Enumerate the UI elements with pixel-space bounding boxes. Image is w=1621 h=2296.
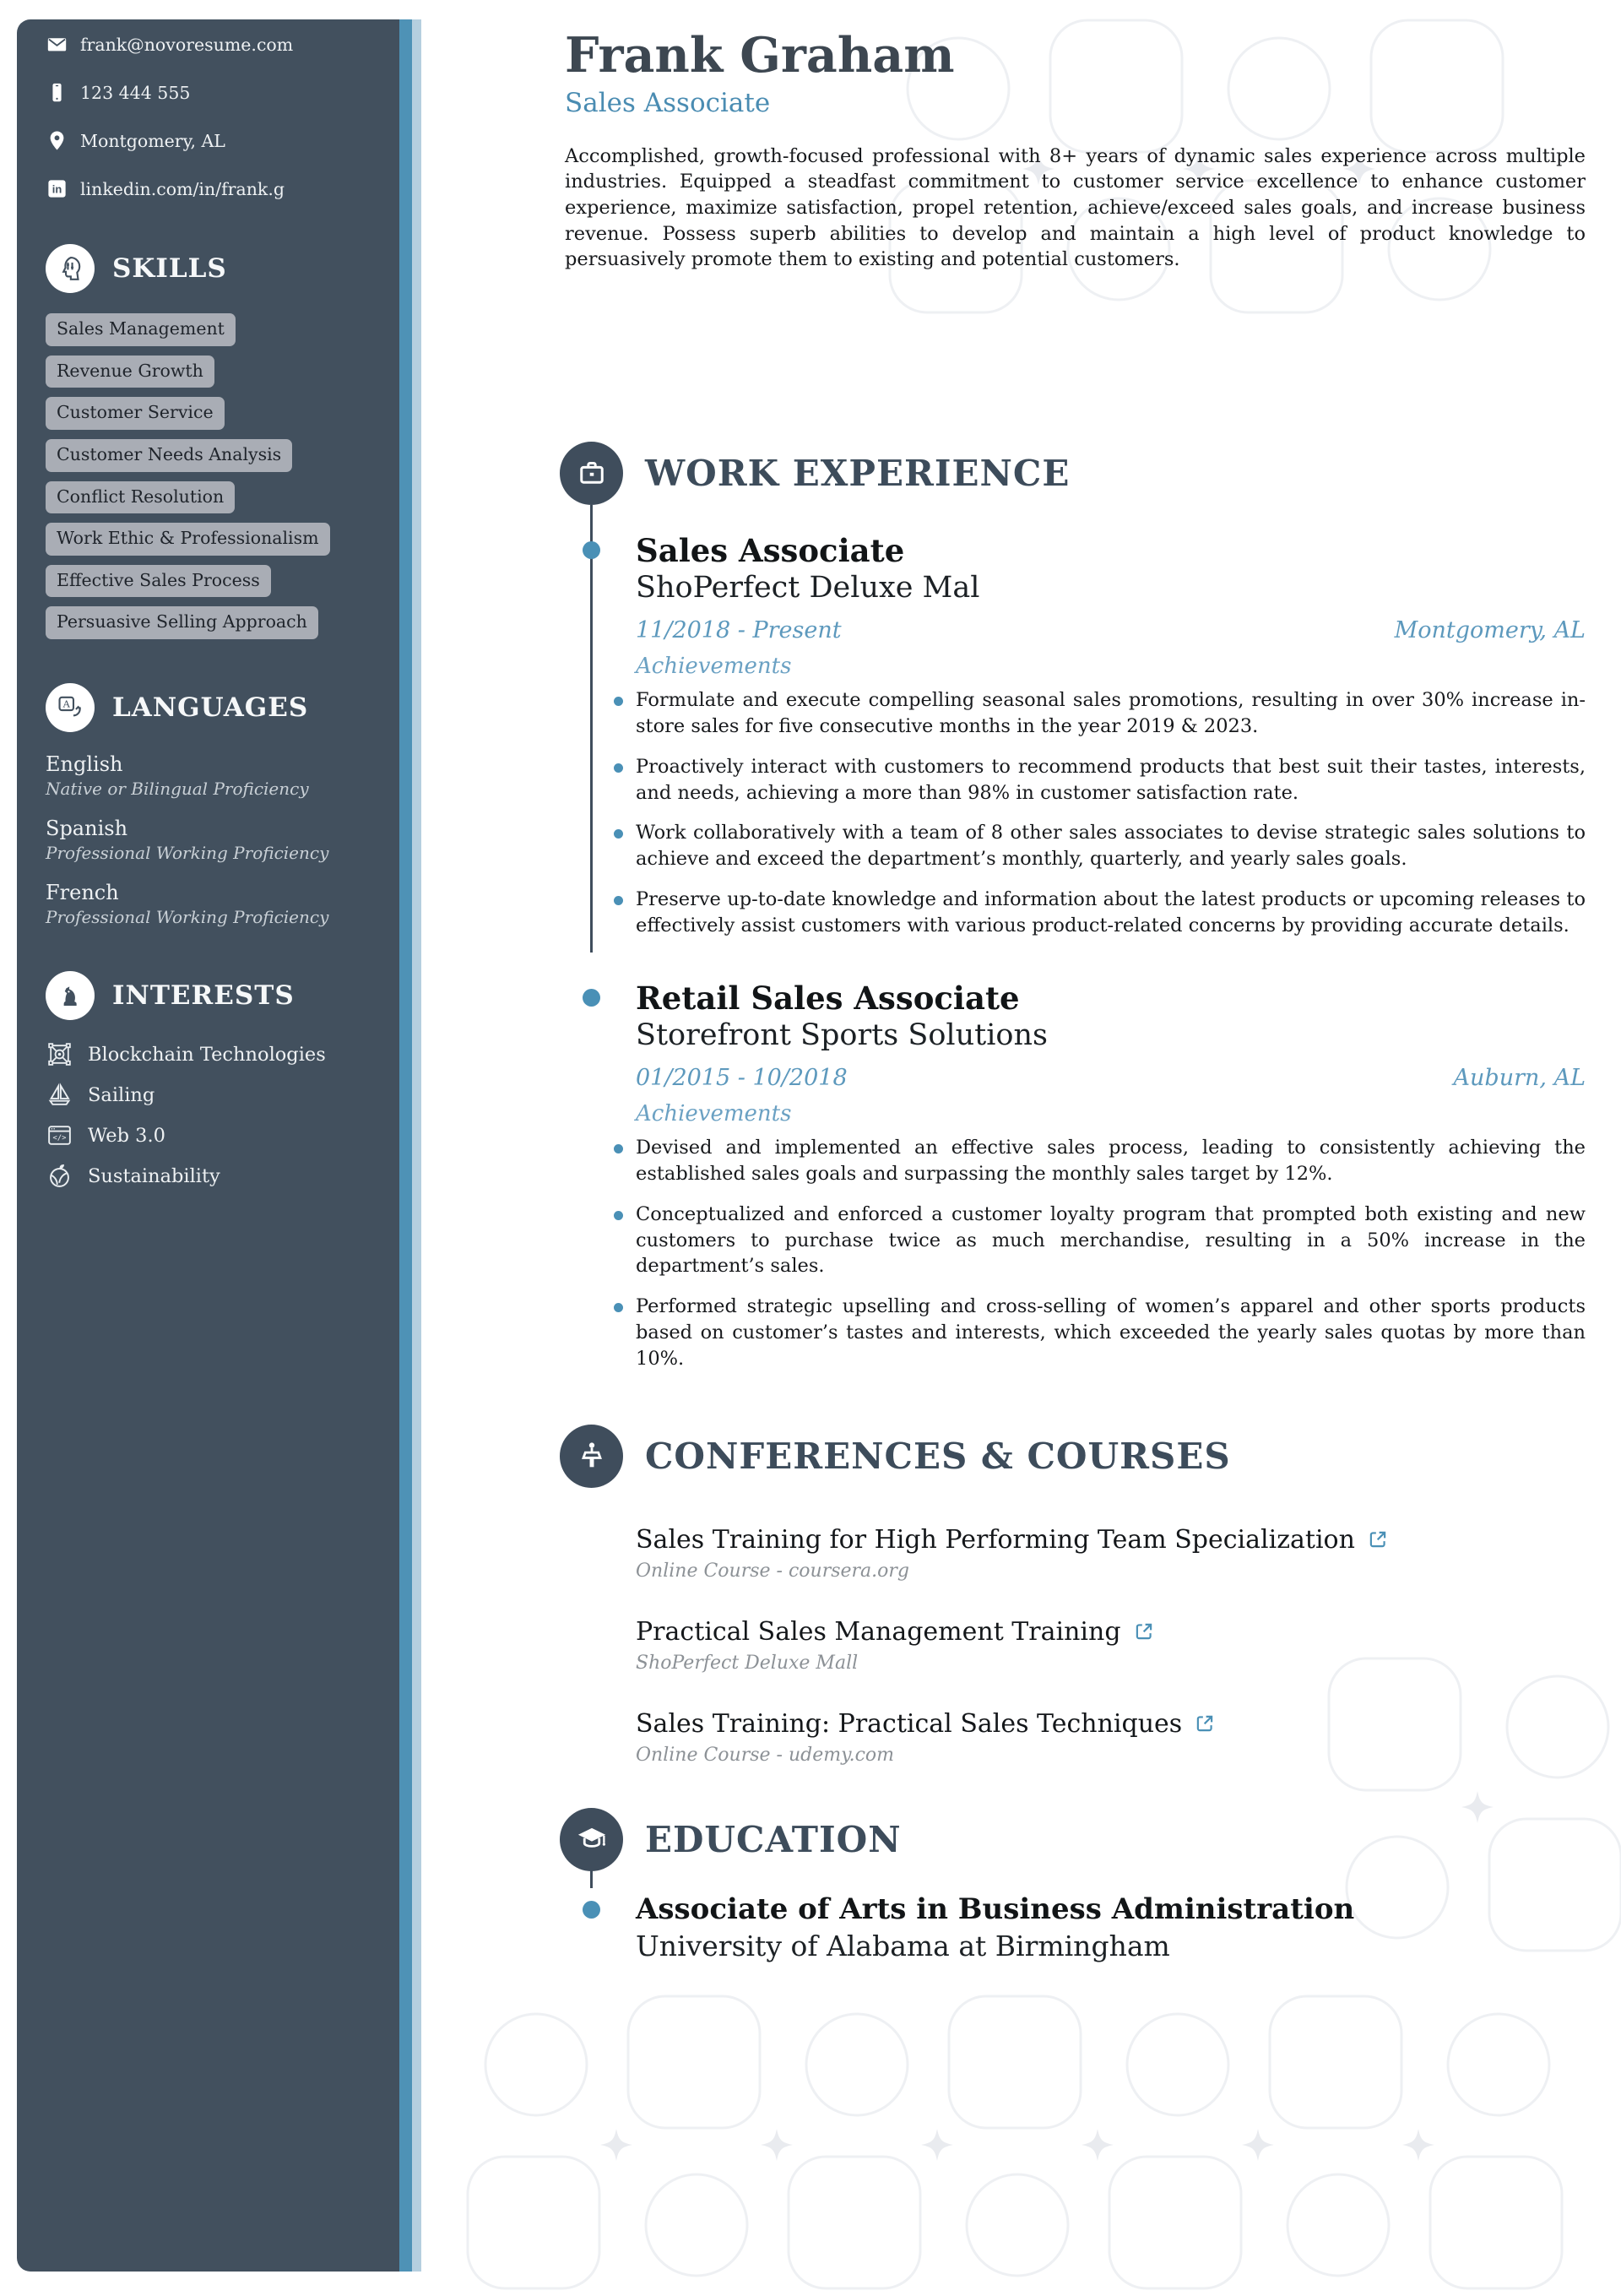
- achievements-label: Achievements: [636, 654, 792, 680]
- course-subtitle: Online Course - coursera.org: [636, 1560, 909, 1582]
- external-link-icon[interactable]: [1194, 1713, 1216, 1734]
- language-item: [46, 817, 377, 863]
- email-icon: [46, 33, 68, 56]
- interest-item: [46, 1081, 377, 1109]
- course-title: Sales Training: Practical Sales Techniques: [636, 1708, 1183, 1739]
- course-subtitle: Online Course - udemy.com: [636, 1744, 895, 1766]
- contact-linkedin-text: linkedin.com/in/frank.g: [80, 178, 285, 199]
- contact-location: [46, 129, 377, 152]
- achievement-bullet: Performed strategic upselling and cross-selling of women’s apparel and other sports products based on customer’s tastes and interests, which exceeded the yearly sales quotas by more than 10%.: [608, 1294, 1586, 1371]
- language-name: English: [46, 752, 123, 776]
- job-company: ShoPerfect Deluxe Mal: [636, 571, 980, 605]
- school-name: University of Alabama at Birmingham: [636, 1929, 1170, 1962]
- course-item: [636, 1525, 1586, 1582]
- languages-list: [46, 752, 377, 927]
- skill-pill: Customer Service: [46, 397, 225, 430]
- courses-title: CONFERENCES & COURSES: [645, 1435, 1231, 1477]
- job-entry: [560, 531, 1586, 939]
- contact-email[interactable]: [46, 33, 377, 56]
- interest-item: [46, 1121, 377, 1149]
- achievement-bullet: Devised and implemented an effective sales process, leading to consistently achieving the established sales goals and surpassing the monthly sales target by 12%.: [608, 1135, 1586, 1187]
- contact-email-text: frank@novoresume.com: [80, 34, 294, 55]
- phone-icon: [46, 81, 68, 104]
- skills-title: SKILLS: [112, 253, 227, 284]
- education-entry: [560, 1893, 1586, 1963]
- language-item: [46, 881, 377, 927]
- interest-label: Blockchain Technologies: [88, 1043, 326, 1066]
- blockchain-icon: [46, 1040, 73, 1068]
- courses-header: [560, 1425, 1586, 1488]
- interests-header: [46, 971, 377, 1020]
- skill-pill: Conflict Resolution: [46, 481, 235, 514]
- contact-phone[interactable]: [46, 81, 377, 104]
- languages-header: [46, 683, 377, 732]
- interest-label: Sustainability: [88, 1164, 220, 1187]
- contact-location-text: Montgomery, AL: [80, 130, 225, 151]
- achievement-bullet: Formulate and execute compelling seasonal sales promotions, resulting in over 30% increase in-store sales for five consecutive months in the year 2019 & 2023.: [608, 687, 1586, 740]
- graduation-cap-icon: [560, 1808, 623, 1871]
- course-item: [636, 1617, 1586, 1674]
- language-name: French: [46, 881, 119, 904]
- interest-item: [46, 1162, 377, 1190]
- achievement-bullet: Work collaboratively with a team of 8 other sales associates to devise strategic sales solutions to achieve and exceed the department’s monthly, quarterly, and yearly sales goals.: [608, 820, 1586, 872]
- sidebar-accent-stripe: [399, 19, 412, 2272]
- achievement-bullet: Conceptualized and enforced a customer loyalty program that prompted both existing and new customers to purchase twice as much merchandise, resulting in a 50% increase in the department’s sales.: [608, 1202, 1586, 1279]
- interest-label: Sailing: [88, 1083, 155, 1106]
- education-title: EDUCATION: [645, 1818, 902, 1860]
- languages-icon: [46, 683, 95, 732]
- job-title: Sales Associate: [636, 531, 905, 569]
- skill-pill: Effective Sales Process: [46, 565, 271, 598]
- location-icon: [46, 129, 68, 152]
- person-title: Sales Associate: [565, 87, 771, 118]
- intro-block: [560, 29, 1586, 273]
- sailboat-icon: [46, 1081, 73, 1109]
- sustainability-icon: [46, 1162, 73, 1190]
- summary-paragraph: Accomplished, growth-focused professional with 8+ years of dynamic sales experience across multiple industries. Equipped a steadfast commitment to customer service excellence to enhance customer experience, maximize satisfaction, propel retention, achieve/exceed sales goals, and increase business revenue. Possess superb abilities to develop and maintain a high level of product knowledge to persuasively promote them to existing and potential customers.: [565, 144, 1586, 271]
- work-experience-header: [560, 442, 1586, 505]
- work-experience-title: WORK EXPERIENCE: [645, 452, 1071, 494]
- skill-pill: Revenue Growth: [46, 356, 214, 388]
- job-location: Montgomery, AL: [1394, 617, 1586, 644]
- course-title: Sales Training for High Performing Team Specialization: [636, 1524, 1355, 1555]
- podium-icon: [560, 1425, 623, 1488]
- svg-text:A: A: [62, 697, 70, 710]
- jobs-list: [560, 531, 1586, 1372]
- external-link-icon[interactable]: [1367, 1528, 1389, 1550]
- achievement-bullet: Proactively interact with customers to recommend products that best suit their tastes, interests, and needs, achieving a more than 98% in customer satisfaction rate.: [608, 754, 1586, 806]
- sidebar: [17, 19, 399, 2272]
- job-dates: 01/2015 - 10/2018: [636, 1065, 848, 1092]
- interests-title: INTERESTS: [112, 980, 295, 1011]
- skills-list: [46, 313, 377, 639]
- skills-icon: [46, 244, 95, 293]
- language-name: Spanish: [46, 817, 128, 840]
- education-header: [560, 1808, 1586, 1871]
- svg-text:</>: </>: [52, 1133, 67, 1143]
- web3-icon: [46, 1121, 73, 1149]
- achievements-label: Achievements: [636, 1101, 792, 1127]
- degree-name: Associate of Arts in Business Administration: [636, 1892, 1355, 1926]
- language-level: Professional Working Proficiency: [46, 843, 329, 863]
- skill-pill: Sales Management: [46, 313, 236, 346]
- language-level: Professional Working Proficiency: [46, 907, 329, 927]
- skills-header: [46, 244, 377, 293]
- job-dates: 11/2018 - Present: [636, 617, 842, 644]
- achievement-bullet: Preserve up-to-date knowledge and information about the latest products or upcoming releases to effectively assist customers with various product-related concerns by providing accurate details.: [608, 887, 1586, 939]
- interests-list: [46, 1040, 377, 1190]
- language-item: [46, 752, 377, 799]
- sidebar-accent-stripe-light: [412, 19, 421, 2272]
- achievements-list: [608, 1135, 1586, 1372]
- course-subtitle: ShoPerfect Deluxe Mall: [636, 1652, 859, 1674]
- languages-title: LANGUAGES: [112, 692, 309, 723]
- contact-phone-text: 123 444 555: [80, 82, 191, 103]
- interest-label: Web 3.0: [88, 1124, 165, 1147]
- job-location: Auburn, AL: [1453, 1065, 1586, 1092]
- skill-pill: Customer Needs Analysis: [46, 439, 292, 472]
- external-link-icon[interactable]: [1133, 1620, 1155, 1642]
- interest-item: [46, 1040, 377, 1068]
- person-name: Frank Graham: [565, 27, 955, 84]
- main-column: [560, 0, 1586, 1962]
- courses-list: [560, 1525, 1586, 1766]
- language-level: Native or Bilingual Proficiency: [46, 779, 309, 799]
- skill-pill: Persuasive Selling Approach: [46, 606, 318, 639]
- contact-linkedin[interactable]: [46, 177, 377, 200]
- job-company: Storefront Sports Solutions: [636, 1018, 1049, 1053]
- achievements-list: [608, 687, 1586, 939]
- skill-pill: Work Ethic & Professionalism: [46, 523, 330, 556]
- job-entry: [560, 981, 1586, 1372]
- linkedin-icon: [46, 177, 68, 200]
- briefcase-icon: [560, 442, 623, 505]
- course-title: Practical Sales Management Training: [636, 1616, 1121, 1647]
- interests-icon: [46, 971, 95, 1020]
- course-item: [636, 1709, 1586, 1766]
- job-title: Retail Sales Associate: [636, 979, 1020, 1017]
- svg-text:in: in: [52, 182, 62, 196]
